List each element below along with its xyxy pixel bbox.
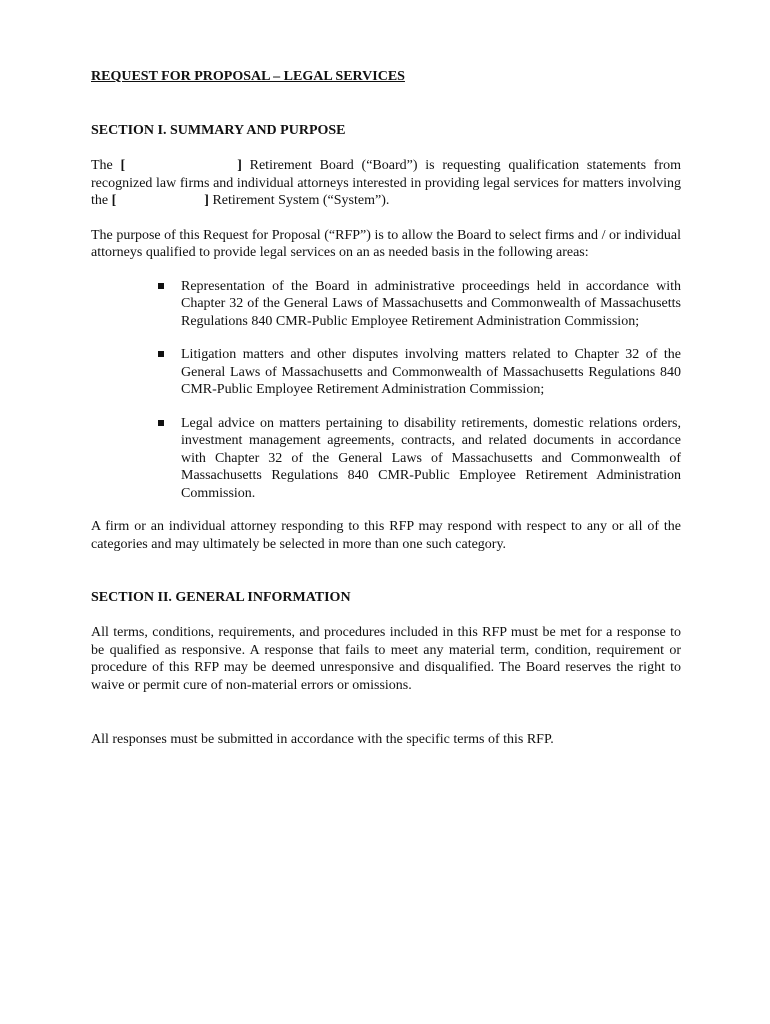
section-1-paragraph-3: A firm or an individual attorney responding to this RFP may respond with respect to any or all of the categories and may ultimately be selected in more than one such category. [91,519,681,552]
bullet-square-icon [158,420,164,426]
list-item: Litigation matters and other disputes involving matters related to Chapter 32 of the General Laws of Massachusetts and Commonwealth of Massachusetts Regulations 840 CMR-Public Employee Retirement Administration Commission; [91,346,681,399]
legal-service-areas-list [91,278,681,503]
list-item: Legal advice on matters pertaining to disability retirements, domestic relations orders, investment management agreements, contracts, and related documents in accordance with Chapter 32 of the General Laws of Massachusetts and Commonwealth of Massachusetts Regulations 840 CMR-Public Employee Retirement Administration Commission. [91,415,681,503]
placeholder-bracket-open: [ [111,193,117,208]
section-1-paragraph-1: The [ ] Retirement Board (“Board”) is requesting qualification statements from recognized law firms and individual attorneys interested in providing legal services for matters involving the [ ] Retirement System (“System”). [91,158,682,208]
document-title: REQUEST FOR PROPOSAL – LEGAL SERVICES [91,69,405,84]
document-body [91,68,681,749]
section-2-paragraph-2: All responses must be submitted in accordance with the specific terms of this RFP. [91,732,554,747]
placeholder-bracket-close: ] [204,193,209,208]
section-1-heading: SECTION I. SUMMARY AND PURPOSE [91,123,346,138]
bullet-square-icon [158,283,164,289]
placeholder-bracket-open: [ [120,158,126,173]
section-2-heading: SECTION II. GENERAL INFORMATION [91,590,351,605]
section-2-paragraph-1: All terms, conditions, requirements, and procedures included in this RFP must be met for a response to be qualified as responsive. A response that fails to meet any material term, condition, requirement or procedure of this RFP may be deemed unresponsive and disqualified. The Board reserves the right to waive or permit cure of non-material errors or omissions. [91,625,681,693]
bullet-square-icon [158,351,164,357]
placeholder-bracket-close: ] [237,158,242,173]
section-1-paragraph-2: The purpose of this Request for Proposal (“RFP”) is to allow the Board to select firms and / or individual attorneys qualified to provide legal services on an as needed basis in the following areas: [91,227,681,260]
list-item: Representation of the Board in administrative proceedings held in accordance with Chapter 32 of the General Laws of Massachusetts and Commonwealth of Massachusetts Regulations 840 CMR-Public Employee Retirement Administration Commission; [91,278,681,331]
